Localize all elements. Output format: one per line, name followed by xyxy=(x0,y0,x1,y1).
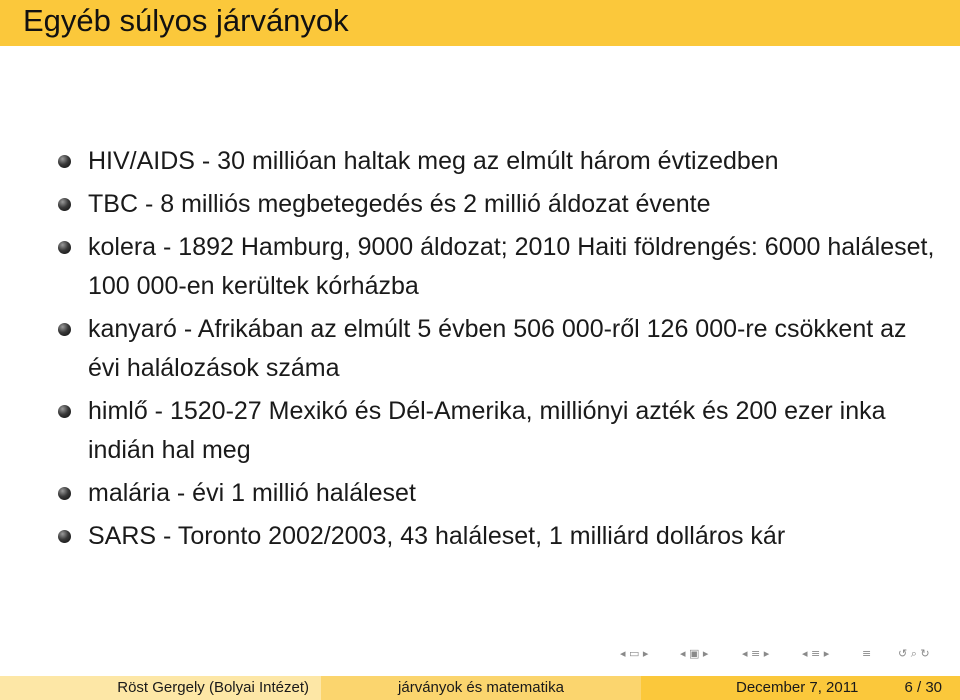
nav-prev-subsection-icon[interactable]: ◂ ≡ ▸ xyxy=(802,647,830,660)
footer-subtitle-segment xyxy=(321,676,641,700)
footer-author: Röst Gergely (Bolyai Intézet) xyxy=(117,679,309,696)
bullet-ball-icon xyxy=(58,241,71,254)
list-item xyxy=(58,310,938,388)
navigation-bar xyxy=(620,645,950,665)
bullet-text: himlő - 1520-27 Mexikó és Dél-Amerika, milliónyi azték és 200 ezer inka indián hal meg xyxy=(88,397,886,464)
nav-align-icon[interactable]: ≡ xyxy=(862,647,872,660)
bullet-ball-icon xyxy=(58,155,71,168)
bullet-text: kolera - 1892 Hamburg, 9000 áldozat; 2010 Haiti földrengés: 6000 haláleset, 100 000-en kerültek kórházba xyxy=(88,233,935,300)
bullet-list xyxy=(58,142,938,560)
bullet-text: TBC - 8 milliós megbetegedés és 2 millió áldozat évente xyxy=(88,190,711,218)
nav-prev-section-icon[interactable]: ◂ ≡ ▸ xyxy=(742,647,770,660)
page-number: 6 / 30 xyxy=(904,679,942,696)
footer xyxy=(0,676,960,700)
slide-title: Egyéb súlyos járványok xyxy=(23,3,349,38)
nav-prev-frame-icon[interactable]: ◂ ▣ ▸ xyxy=(680,647,709,660)
bullet-ball-icon xyxy=(58,530,71,543)
nav-first-icon[interactable]: ◂ ▭ ▸ xyxy=(620,647,649,660)
nav-search-icon[interactable]: ↺ ⌕ ↻ xyxy=(898,647,930,660)
footer-subtitle: járványok és matematika xyxy=(398,679,564,696)
bullet-ball-icon xyxy=(58,487,71,500)
footer-author-segment xyxy=(0,676,321,700)
bullet-ball-icon xyxy=(58,198,71,211)
bullet-text: malária - évi 1 millió haláleset xyxy=(88,479,416,507)
bullet-ball-icon xyxy=(58,323,71,336)
footer-date-segment xyxy=(641,676,960,700)
list-item xyxy=(58,142,938,181)
bullet-text: kanyaró - Afrikában az elmúlt 5 évben 506 000-ről 126 000-re csökkent az évi halálozások száma xyxy=(88,315,907,382)
footer-date: December 7, 2011 xyxy=(736,679,859,696)
bullet-text: SARS - Toronto 2002/2003, 43 haláleset, 1 milliárd dolláros kár xyxy=(88,522,786,550)
list-item xyxy=(58,474,938,513)
list-item xyxy=(58,517,938,556)
bullet-text: HIV/AIDS - 30 millióan haltak meg az elmúlt három évtizedben xyxy=(88,147,779,175)
list-item xyxy=(58,228,938,306)
bullet-ball-icon xyxy=(58,405,71,418)
title-bar xyxy=(0,0,960,46)
list-item xyxy=(58,185,938,224)
list-item xyxy=(58,392,938,470)
